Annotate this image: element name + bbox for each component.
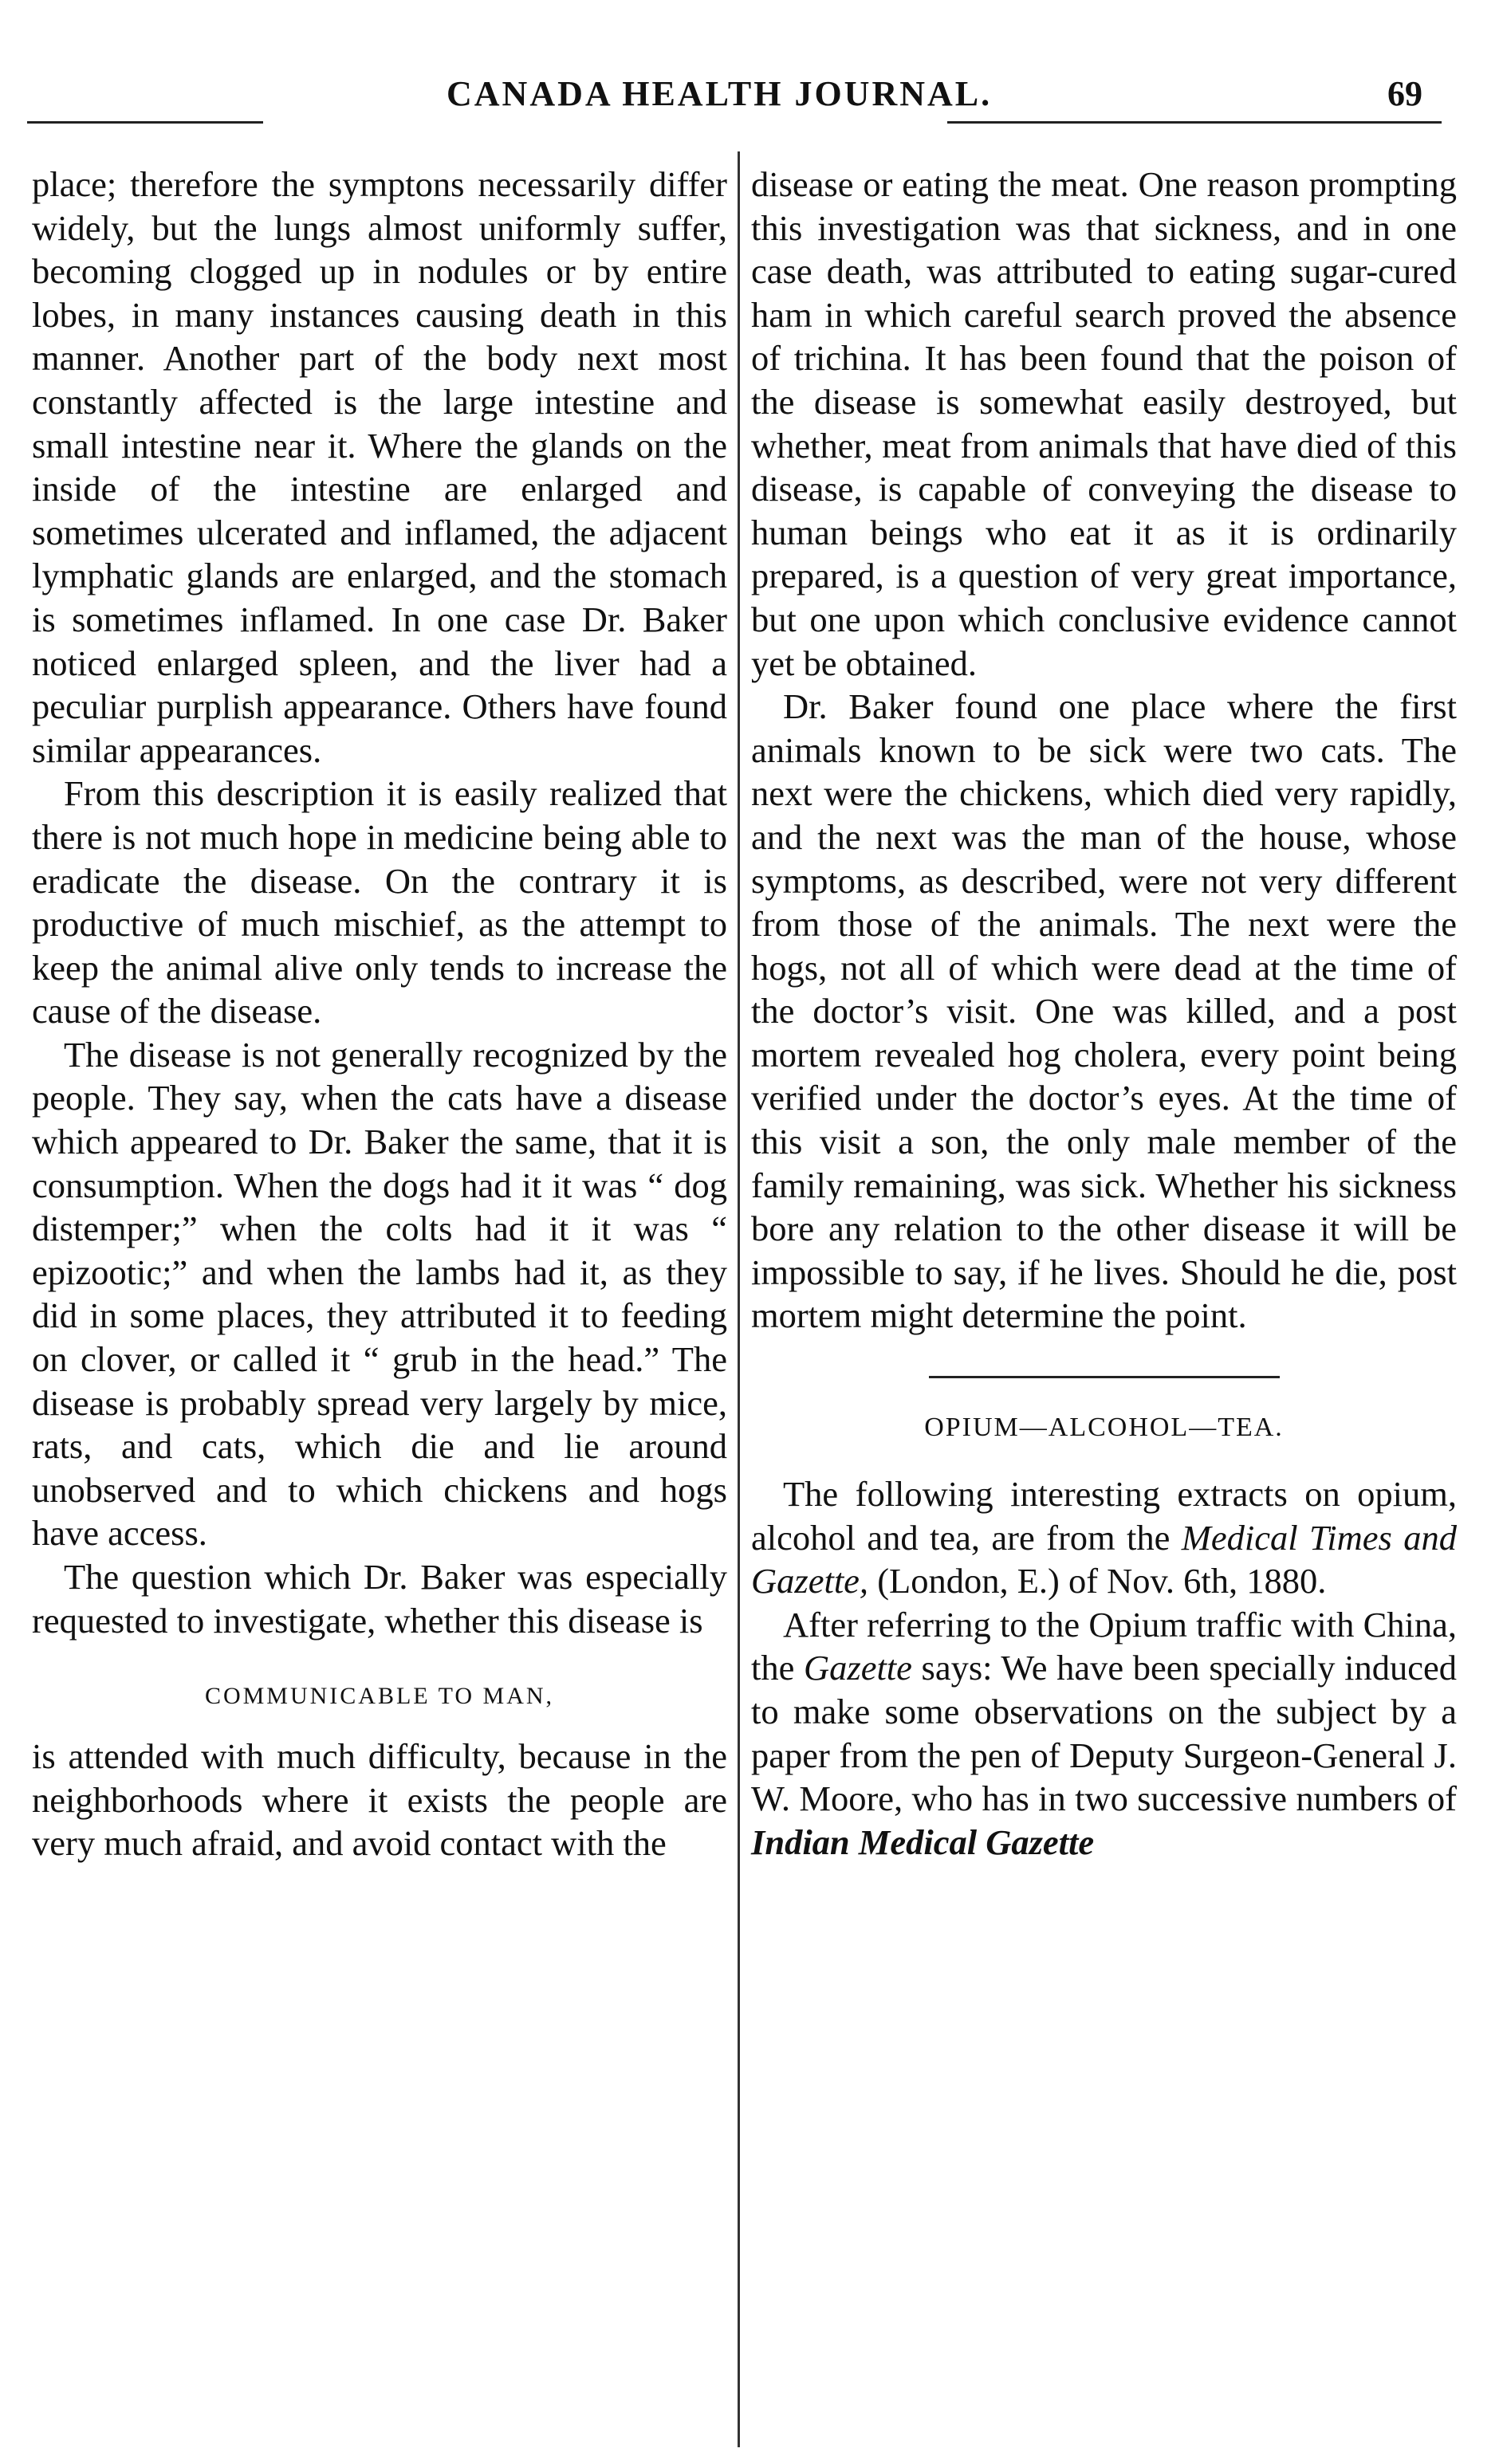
right-paragraph-2: Dr. Baker found one place where the first animals known to be sick were two cats. The next were the chickens, which died very rapidly, and the next was the man of the house, whose symptoms, as described, were not very different from those of the animals. The next were the hogs, not all of which were dead at the time of the doctor’s visit. One was killed, and a post mortem revealed hog cholera, every point being verified under the doctor’s eyes. At the time of this visit a son, the only male member of the family remaining, was sick. Whether his sickness bore any relation to the other disease it will be impossible to say, if he lives. Should he die, post mortem might determine the point. <box>751 686 1457 1336</box>
page-header <box>0 73 1503 121</box>
left-paragraph-3: The disease is not generally recognized by the people. They say, when the cats have a disease which appeared to Dr. Baker the same, that it is consumption. When the dogs had it it was “ dog distemper;” when the colts had it it was “ epizootic;” and when the lambs had it, as they did in some places, they attributed it to feeding on clover, or called it “ grub in the head.” The disease is probably spread very largely by mice, rats, and cats, which die and lie around unobserved and to which chickens and hogs have access. <box>32 1034 727 1554</box>
p4-text-start: After referring to the Opium traffic with China, the <box>751 1604 1457 1688</box>
page-number: 69 <box>1387 74 1422 113</box>
left-column <box>32 163 727 1865</box>
right-paragraph-1: disease or eating the meat. One reason prompting this investigation was that sickness, and in one case death, was attributed to eating sugar-cured ham in which careful search proved the absence of trichina. It has been found that the poison of the disease is somewhat easily destroyed, but whether, meat from animals that have died of this disease, is capable of conveying the disease to human beings who eat it as it is ordinarily prepared, is a question of very great importance, but one upon which conclusive evidence cannot yet be obtained. <box>751 164 1457 683</box>
header-rule-left <box>27 121 263 124</box>
right-column <box>751 163 1457 1864</box>
left-paragraph-1: place; therefore the symptons necessarily differ widely, but the lungs almost uniformly suffer, becoming clogged up in nodules or by entire lobes, in many instances causing death in this manner. Another part of the body next most constantly affected is the large intestine and small intestine near it. Where the glands on the inside of the intestine are enlarged and sometimes ulcerated and inflamed, the adjacent lymphatic glands are enlarged, and the stomach is sometimes inflamed. In one case Dr. Baker noticed enlarged spleen, and the liver had a peculiar purplish appearance. Others have found similar appearances. <box>32 164 727 770</box>
header-rule-right <box>947 121 1442 124</box>
left-paragraph-4: The question which Dr. Baker was especially requested to investigate, whether this disease is <box>32 1557 727 1641</box>
left-paragraph-2: From this description it is easily realized that there is not much hope in medicine being able to eradicate the disease. On the contrary it is productive of much mischief, as the attempt to keep the animal alive only tends to increase the cause of the disease. <box>32 773 727 1032</box>
p4-text-end: says: We have been specially induced to make some observations on the subject by a paper from the pen of Deputy Surgeon-General J. W. Moore, who has in two successive numbers of <box>751 1648 1457 1819</box>
journal-title-medical-times: Medical Times and Gazette, <box>751 1517 1457 1601</box>
journal-title-indian-medical: Indian Medical Gazette <box>751 1821 1095 1862</box>
section-title: OPIUM—ALCOHOL—TEA. <box>924 1413 1284 1443</box>
left-paragraph-5: is attended with much difficulty, because in the neighborhoods where it exists the people are very much afraid, and avoid contact with the <box>32 1736 727 1864</box>
subheading-communicable: COMMUNICABLE TO MAN, <box>204 1683 555 1710</box>
running-title: CANADA HEALTH JOURNAL. <box>447 74 993 113</box>
p3-text-end: (London, E.) of Nov. 6th, 1880. <box>877 1561 1327 1601</box>
right-paragraph-3 <box>751 1472 1457 1603</box>
column-divider <box>738 151 740 2447</box>
section-divider-rule <box>929 1376 1280 1378</box>
gazette-name: Gazette <box>803 1648 912 1688</box>
right-paragraph-4 <box>751 1603 1457 1865</box>
p3-text-start: The following interesting extracts on opium, alcohol and tea, are from the <box>751 1474 1457 1558</box>
